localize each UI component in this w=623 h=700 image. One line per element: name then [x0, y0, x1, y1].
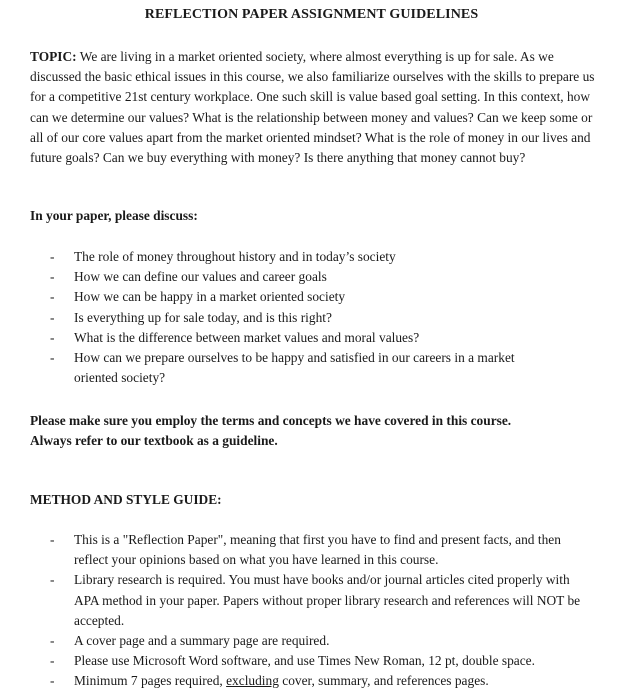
topic-paragraph: [30, 47, 596, 168]
list-item: - Please use Microsoft Word software, and use Times New Roman, 12 pt, double space.: [30, 651, 596, 671]
bullet-dash: -: [50, 653, 55, 669]
topic-label: TOPIC:: [30, 49, 77, 64]
bullet-dash: -: [50, 329, 55, 345]
discuss-list: [30, 247, 596, 388]
bullet-dash: -: [50, 673, 55, 689]
list-item: - Library research is required. You must have books and/or journal articles cited properly with APA method in your paper. Papers without proper library research and references will NOT be accepted.: [50, 572, 581, 628]
bullet-dash: -: [50, 269, 55, 285]
document-title: REFLECTION PAPER ASSIGNMENT GUIDELINES: [144, 7, 479, 22]
notice-line-1: Please make sure you employ the terms and concepts we have covered in this course.: [30, 413, 512, 428]
bullet-dash: -: [50, 532, 55, 547]
list-item: - Is everything up for sale today, and is this right?: [30, 308, 596, 328]
bullet-dash: -: [50, 350, 55, 366]
bullet-dash: -: [50, 249, 55, 264]
discuss-heading: In your paper, please discuss:: [30, 208, 198, 223]
bullet-dash: -: [50, 289, 55, 305]
method-list: [30, 530, 596, 692]
bullet-dash: -: [50, 309, 55, 325]
list-item: - This is a "Reflection Paper", meaning that first you have to find and present facts, and then reflect your opinions based on what you have learned in this course.: [50, 532, 561, 568]
list-item: - How can we prepare ourselves to be happy and satisfied in our careers in a market oriented society?: [50, 350, 515, 386]
list-item: - How we can define our values and career goals: [30, 267, 596, 287]
notice-paragraph: [30, 411, 596, 451]
list-item: - A cover page and a summary page are required.: [30, 631, 596, 651]
bullet-dash: -: [50, 572, 55, 588]
method-heading: METHOD AND STYLE GUIDE:: [30, 492, 222, 507]
list-item: - What is the difference between market values and moral values?: [30, 328, 596, 348]
bullet-dash: -: [50, 633, 55, 649]
list-item: - The role of money throughout history and in today’s society: [30, 247, 596, 267]
list-item: - Minimum 7 pages required, excluding cover, summary, and references pages.: [30, 671, 596, 691]
underlined-word: excluding: [226, 673, 279, 689]
notice-line-2: Always refer to our textbook as a guideline.: [30, 433, 278, 449]
topic-text: We are living in a market oriented society, where almost everything is up for sale. As we discussed the basic ethical issues in this course, we also familiarize ourselves with the skills to prepare us for a competitive 21st century workplace. One such skill is value based goal setting. In this context, how can we determine our values? What is the relationship between money and values? Can we keep some or all of our core values apart from the market oriented mindset? What is the role of money in our lives and future goals? Can we buy everything with money? Is there anything that money cannot buy?: [30, 49, 595, 166]
list-item: - How we can be happy in a market oriented society: [30, 287, 596, 307]
